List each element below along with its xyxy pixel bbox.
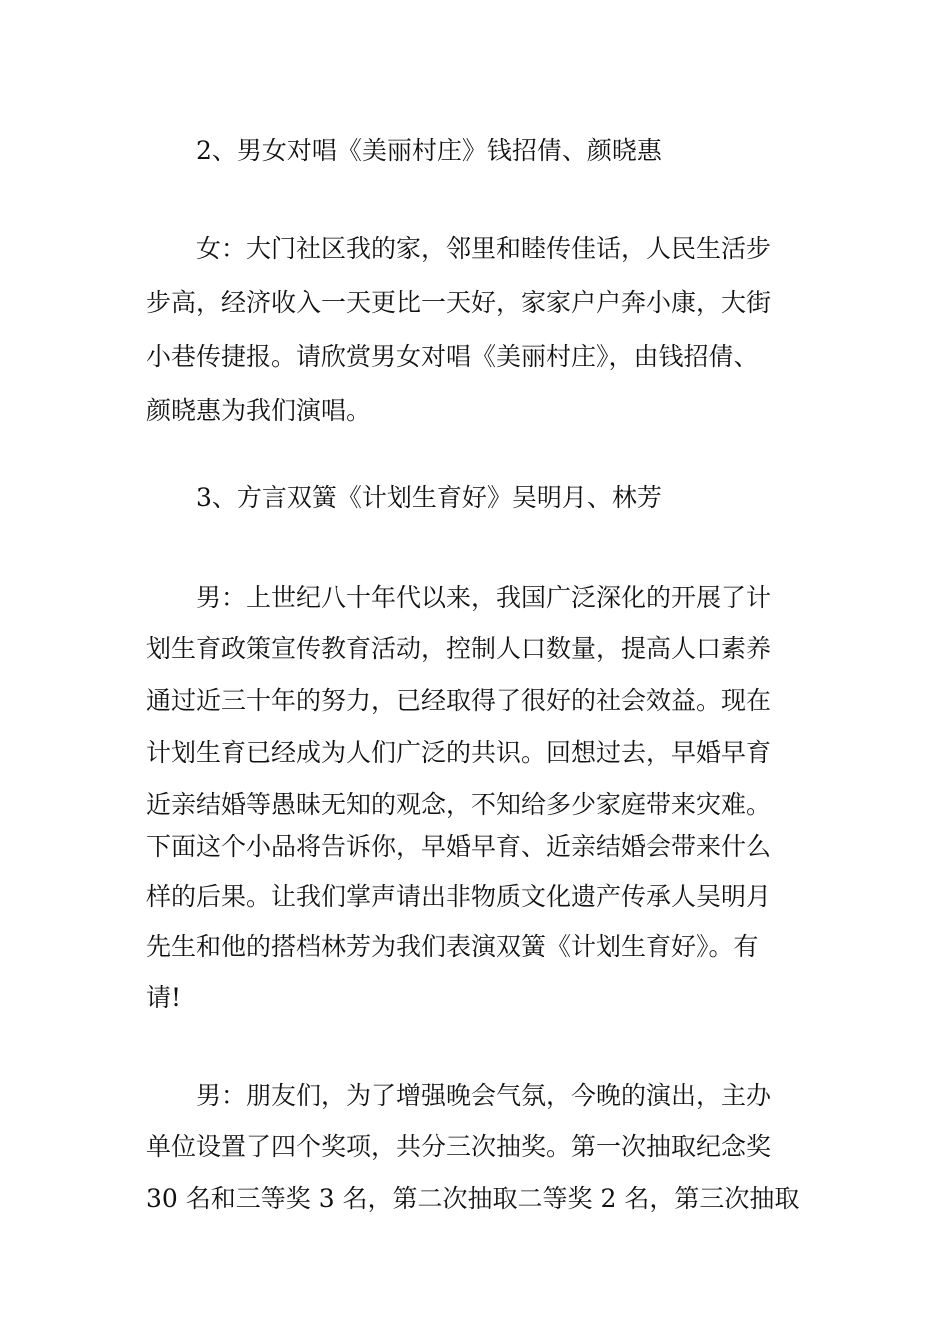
section-2-intro-line-1: 女：大门社区我的家，邻里和睦传佳话，人民生活步 xyxy=(196,234,772,263)
section-2-intro-line-2: 步高，经济收入一天更比一天好，家家户户奔小康，大街 xyxy=(146,288,772,317)
section-3-intro-line-2: 划生育政策宣传教育活动，控制人口数量，提高人口素养 xyxy=(146,634,772,663)
section-3-intro-line-5: 近亲结婚等愚昧无知的观念，不知给多少家庭带来灾难。 xyxy=(146,790,772,819)
section-3-intro-line-1: 男：上世纪八十年代以来，我国广泛深化的开展了计 xyxy=(196,583,772,612)
section-3-heading: 3、方言双簧《计划生育好》吴明月、林芳 xyxy=(196,483,662,512)
section-3-intro-line-3: 通过近三十年的努力，已经取得了很好的社会效益。现在 xyxy=(146,686,772,715)
lottery-intro-line-1: 男：朋友们，为了增强晚会气氛，今晚的演出，主办 xyxy=(196,1081,772,1110)
section-2-intro-line-4: 颜晓惠为我们演唱。 xyxy=(146,396,372,425)
section-3-intro-line-9: 请! xyxy=(146,983,182,1012)
lottery-intro-line-3: 30 名和三等奖 3 名，第二次抽取二等奖 2 名，第三次抽取 xyxy=(146,1184,800,1213)
section-2-heading: 2、男女对唱《美丽村庄》钱招倩、颜晓惠 xyxy=(196,136,662,165)
lottery-intro-line-2: 单位设置了四个奖项，共分三次抽奖。第一次抽取纪念奖 xyxy=(146,1132,772,1161)
section-2-intro-line-3: 小巷传捷报。请欣赏男女对唱《美丽村庄》，由钱招倩、 xyxy=(146,342,759,371)
section-3-intro-line-7: 样的后果。让我们掌声请出非物质文化遗产传承人吴明月 xyxy=(146,882,772,911)
section-3-intro-line-8: 先生和他的搭档林芳为我们表演双簧《计划生育好》。有 xyxy=(146,932,759,961)
section-3-intro-line-4: 计划生育已经成为人们广泛的共识。回想过去，早婚早育 xyxy=(146,738,772,767)
section-3-intro-line-6: 下面这个小品将告诉你，早婚早育、近亲结婚会带来什么 xyxy=(146,832,772,861)
